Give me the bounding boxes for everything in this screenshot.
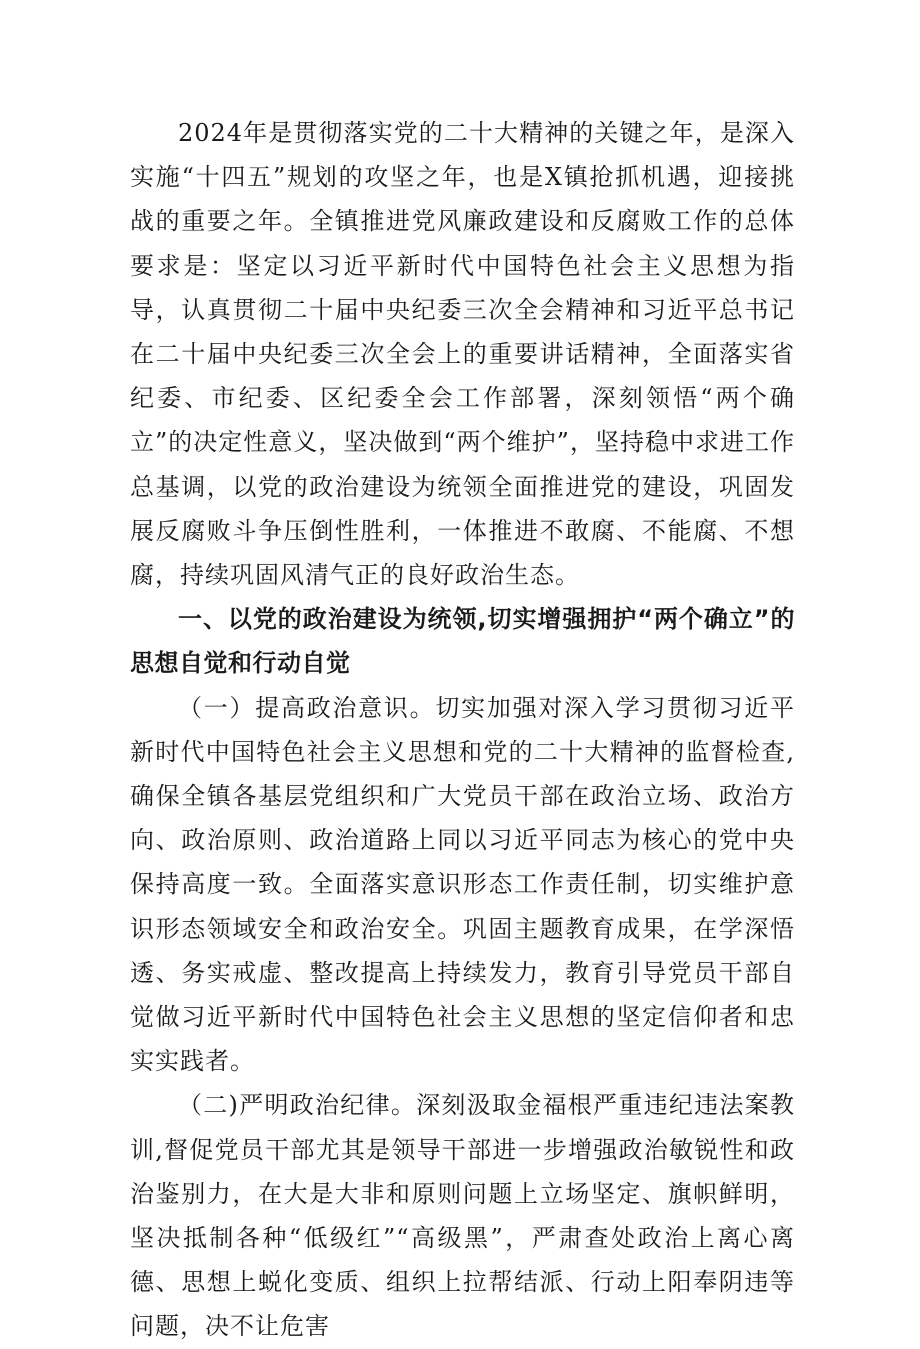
document-body [130,111,795,1349]
intro-paragraph: 2024年是贯彻落实党的二十大精神的关键之年，是深入实施“十四五”规划的攻坚之年，也是X镇抢抓机遇，迎接挑战的重要之年。全镇推进党风廉政建设和反腐败工作的总体要求是：坚定以习近平新时代中国特色社会主义思想为指导，认真贯彻二十届中央纪委三次全会精神和习近平总书记在二十届中央纪委三次全会上的重要讲话精神，全面落实省纪委、市纪委、区纪委全会工作部署，深刻领悟“两个确立”的决定性意义，坚决做到“两个维护”，坚持稳中求进工作总基调，以党的政治建设为统领全面推进党的建设，巩固发展反腐败斗争压倒性胜利，一体推进不敢腐、不能腐、不想腐，持续巩固风清气正的良好政治生态。 [130,119,795,590]
subsection-paragraph-1: （一）提高政治意识。切实加强对深入学习贯彻习近平新时代中国特色社会主义思想和党的二十大精神的监督检查,确保全镇各基层党组织和广大党员干部在政治立场、政治方向、政治原则、政治道路上同以习近平同志为核心的党中央保持高度一致。全面落实意识形态工作责任制，切实维护意识形态领域安全和政治安全。巩固主题教育成果，在学深悟透、务实戒虚、整改提高上持续发力，教育引导党员干部自觉做习近平新时代中国特色社会主义思想的坚定信仰者和忠实实践者。 [130,693,795,1076]
subsection-paragraph-2: （二)严明政治纪律。深刻汲取金福根严重违纪违法案教训,督促党员干部尤其是领导干部进一步增强政治敏锐性和政治鉴别力，在大是大非和原则问题上立场坚定、旗帜鲜明，坚决抵制各种“低级红”“高级黑”，严肃查处政治上离心离德、思想上蜕化变质、组织上拉帮结派、行动上阳奉阴违等问题，决不让危害 [130,1091,795,1341]
section-heading-1: 一、以党的政治建设为统领,切实增强拥护“两个确立”的思想自觉和行动自觉 [130,605,795,678]
